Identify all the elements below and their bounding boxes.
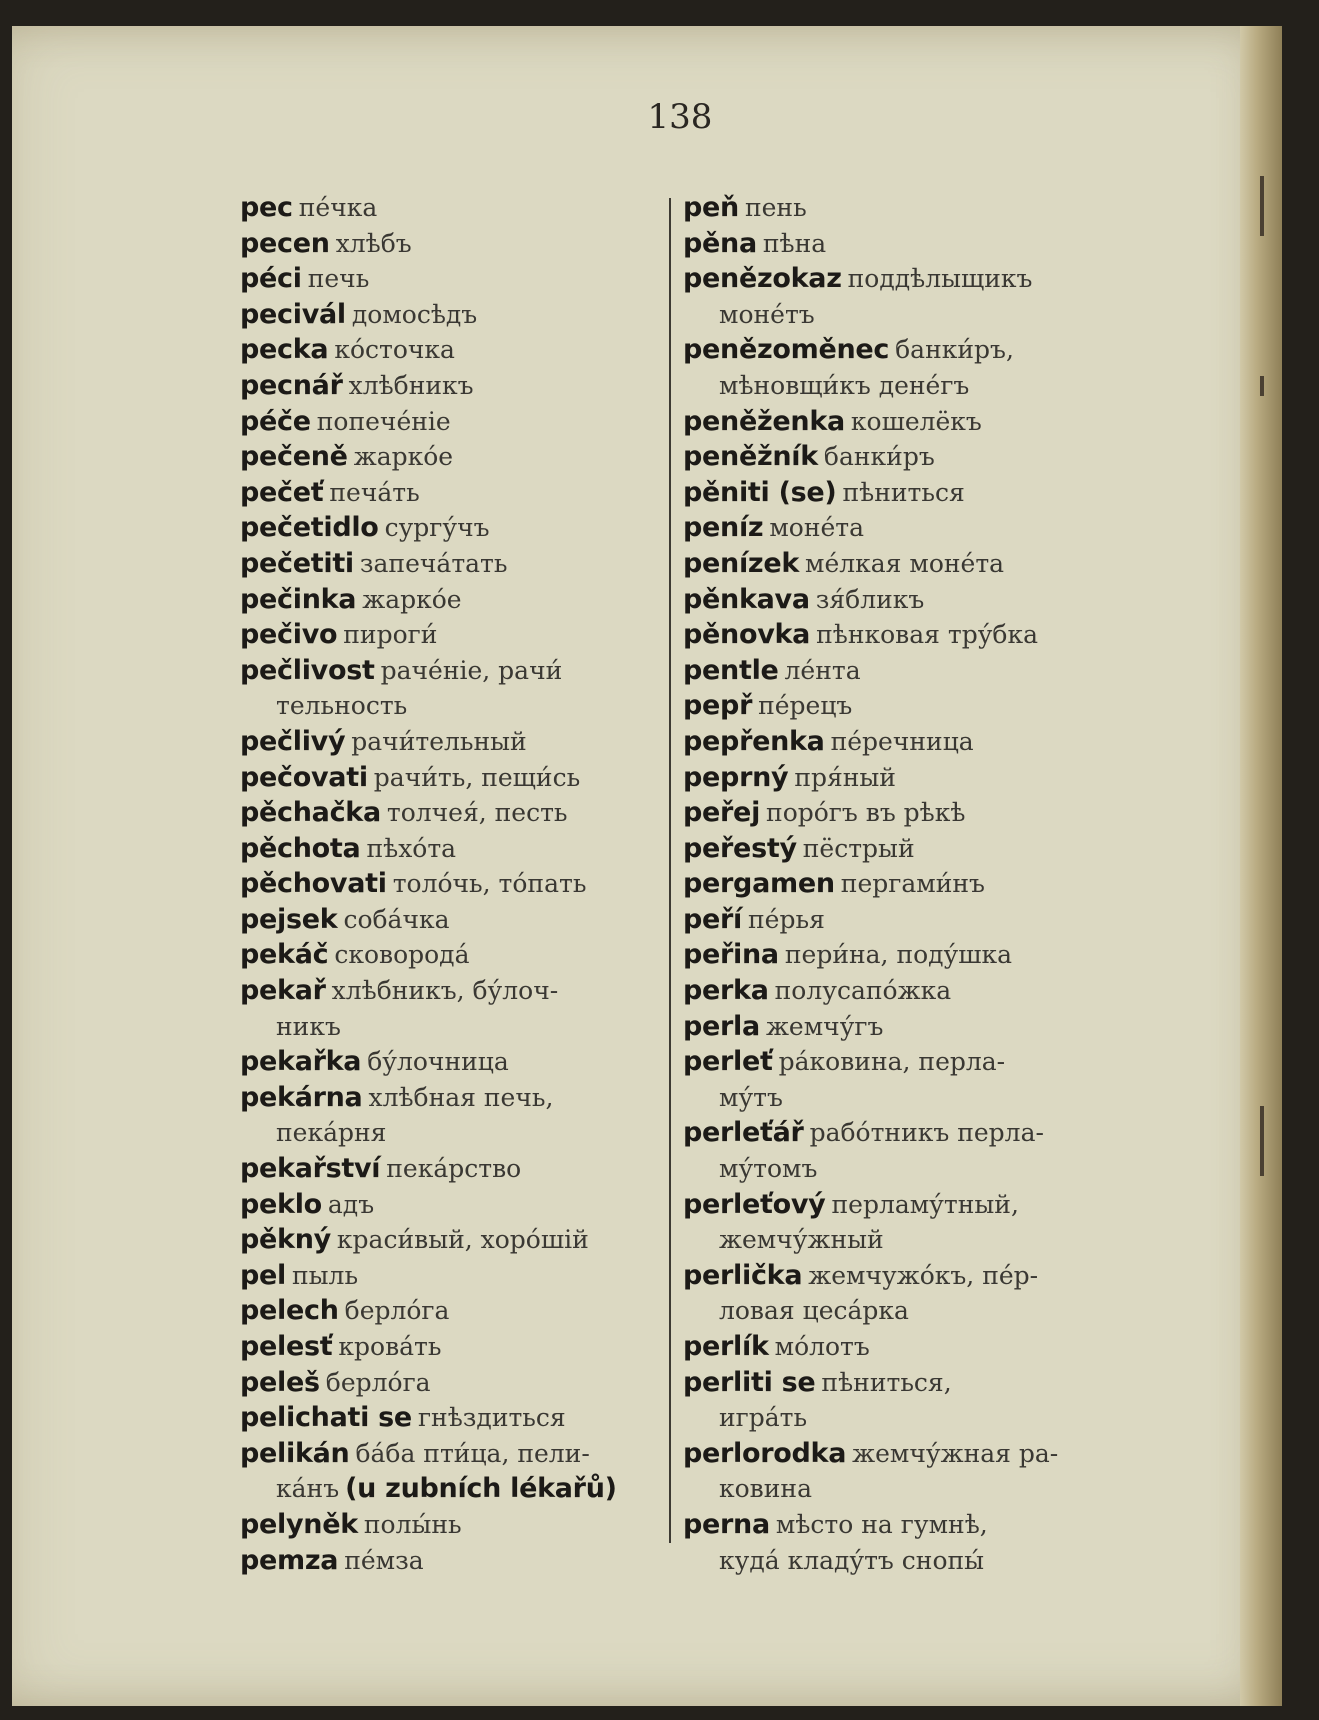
entry-headword: peněžník <box>683 441 818 473</box>
entry-translation: банки́ръ, <box>895 335 1014 365</box>
dictionary-entry <box>683 1365 1113 1436</box>
dictionary-entry <box>683 937 1113 973</box>
dictionary-entry <box>240 297 660 333</box>
dictionary-entry <box>240 1222 660 1258</box>
entry-translation: печь <box>307 264 370 294</box>
dictionary-entry <box>683 760 1113 796</box>
entry-continuation <box>683 1400 1113 1436</box>
entry-translation: полы́нь <box>363 1509 462 1539</box>
dictionary-entry <box>240 724 660 760</box>
dictionary-entry <box>683 1507 1113 1578</box>
dictionary-entry <box>683 1009 1113 1045</box>
entry-translation: жемчу́жная ра- <box>852 1438 1059 1468</box>
dictionary-entry <box>240 1543 660 1579</box>
gutter-mark <box>1260 176 1264 236</box>
entry-translation: запеча́тать <box>359 548 508 578</box>
entry-translation: пѣна <box>762 228 827 258</box>
entry-translation: пѣхо́та <box>366 833 457 863</box>
entry-headword: peprný <box>683 761 789 793</box>
entry-translation: хлѣбная печь, <box>368 1082 554 1112</box>
entry-translation: домосѣдъ <box>351 299 478 329</box>
entry-translation: краси́вый, хоро́шій <box>336 1225 589 1255</box>
dictionary-entry <box>683 261 1113 332</box>
entry-translation: рачи́тельный <box>351 726 527 756</box>
entry-translation: кошелёкъ <box>850 406 982 436</box>
entry-translation: попече́ніе <box>316 406 451 436</box>
continuation-text: ловая цеса́рка <box>719 1296 909 1326</box>
dictionary-entry <box>683 724 1113 760</box>
entry-headword: pečlivý <box>240 725 346 757</box>
dictionary-entry <box>240 831 660 867</box>
entry-headword: pecen <box>240 227 330 259</box>
entry-translation: пергами́нъ <box>840 869 985 899</box>
entry-headword: pelesť <box>240 1331 333 1362</box>
page-number: 138 <box>647 97 713 137</box>
entry-translation: берло́га <box>325 1367 431 1397</box>
dictionary-entry <box>683 795 1113 831</box>
entry-continuation <box>240 1115 660 1151</box>
entry-continuation <box>240 1471 660 1507</box>
entry-translation: берло́га <box>344 1296 450 1326</box>
entry-headword: pěchačka <box>240 797 381 829</box>
entry-headword: peří <box>683 903 743 935</box>
dictionary-entry <box>240 1044 660 1080</box>
continuation-text: пека́рня <box>276 1118 387 1148</box>
dictionary-entry <box>683 582 1113 618</box>
entry-translation: мѣсто на гумнѣ, <box>775 1509 988 1539</box>
entry-continuation <box>683 1293 1113 1329</box>
entry-headword: pekař <box>240 975 326 1007</box>
entry-translation: ко́сточка <box>334 335 455 365</box>
dictionary-entry <box>240 190 660 226</box>
entry-translation: моне́та <box>769 513 865 543</box>
entry-headword: pečetiti <box>240 547 354 579</box>
dictionary-entry <box>240 582 660 618</box>
entry-headword: pel <box>240 1259 286 1291</box>
entry-headword: pekárna <box>240 1081 363 1113</box>
dictionary-entry <box>683 510 1113 546</box>
entry-headword: peníz <box>683 512 764 544</box>
entry-translation: печа́ть <box>329 477 420 507</box>
entry-headword: pelichati se <box>240 1402 412 1434</box>
dictionary-entry <box>240 1365 660 1401</box>
dictionary-entry <box>240 866 660 902</box>
entry-translation: сургу́чъ <box>384 513 490 543</box>
continuation-text: ковина <box>719 1474 812 1504</box>
entry-translation: пѣнковая тру́бка <box>816 620 1038 650</box>
entry-translation: зя́бликъ <box>815 584 925 614</box>
entry-translation: пе́мза <box>344 1545 424 1575</box>
entry-translation: раче́ніе, рачи́ <box>380 655 563 685</box>
dictionary-entry <box>683 226 1113 262</box>
entry-headword: pěniti (se) <box>683 476 837 508</box>
entry-headword: peklo <box>240 1188 322 1220</box>
dictionary-entry <box>683 973 1113 1009</box>
dictionary-entry <box>683 1436 1113 1507</box>
dictionary-entry <box>240 760 660 796</box>
dictionary-entry <box>240 1080 660 1151</box>
entry-headword: peleš <box>240 1366 320 1398</box>
dictionary-entry <box>683 688 1113 724</box>
entry-headword: penízek <box>683 547 799 579</box>
entry-translation: гнѣздиться <box>417 1403 566 1433</box>
entry-headword: pelech <box>240 1295 339 1327</box>
dictionary-entry <box>240 1258 660 1294</box>
entry-translation: ле́нта <box>784 655 861 685</box>
entry-headword: perleťový <box>683 1188 826 1220</box>
entry-translation: толо́чь, то́пать <box>392 869 587 899</box>
dictionary-entry <box>683 831 1113 867</box>
entry-headword: pelikán <box>240 1437 350 1469</box>
entry-continuation <box>240 1009 660 1045</box>
dictionary-entry <box>240 653 660 724</box>
dictionary-entry <box>683 439 1113 475</box>
entry-headword: pečivo <box>240 619 338 651</box>
entry-headword: pekařství <box>240 1153 381 1185</box>
entry-headword: pěnkava <box>683 583 810 615</box>
entry-translation: пря́ный <box>794 762 896 792</box>
entry-translation: толчея́, песть <box>386 798 568 828</box>
entry-continuation <box>683 1543 1113 1579</box>
dictionary-entry <box>240 439 660 475</box>
entry-headword: pečetidlo <box>240 512 379 544</box>
entry-headword: peřina <box>683 939 779 971</box>
entry-headword: pejsek <box>240 903 338 935</box>
dictionary-entry <box>240 226 660 262</box>
dictionary-entry <box>240 1151 660 1187</box>
entry-translation: пе́чка <box>298 193 378 222</box>
continuation-text: му́томъ <box>719 1154 818 1184</box>
entry-headword: péče <box>240 405 311 437</box>
entry-headword: pepřenka <box>683 725 825 757</box>
continuation-text: мѣновщи́къ дене́гъ <box>719 370 970 400</box>
entry-headword: pečovati <box>240 761 368 793</box>
entry-headword: pecivál <box>240 298 346 330</box>
entry-headword: pecka <box>240 334 329 366</box>
entry-headword: peřej <box>683 797 761 829</box>
entry-continuation <box>683 1471 1113 1507</box>
entry-headword: perla <box>683 1010 760 1042</box>
entry-headword: pečinka <box>240 583 357 615</box>
column-divider <box>669 198 671 1543</box>
entry-translation: пека́рство <box>386 1154 522 1184</box>
gutter-mark <box>1260 1106 1264 1176</box>
page-gutter <box>1240 26 1282 1706</box>
dictionary-entry <box>240 902 660 938</box>
entry-headword: peřestý <box>683 832 797 864</box>
dictionary-entry <box>683 475 1113 511</box>
dictionary-entry <box>240 1187 660 1223</box>
continuation-text: никъ <box>276 1011 341 1041</box>
entry-translation: пироги́ <box>343 620 438 650</box>
dictionary-entry <box>240 795 660 831</box>
entry-note: (u zubních lékařů) <box>345 1473 617 1505</box>
entry-translation: жарко́е <box>362 584 462 614</box>
entry-headword: perleťář <box>683 1117 804 1149</box>
entry-translation: пѣниться <box>842 477 965 507</box>
entry-translation: соба́чка <box>343 904 450 934</box>
entry-headword: perka <box>683 975 769 1007</box>
entry-translation: пе́рецъ <box>758 691 853 721</box>
dictionary-entry <box>683 404 1113 440</box>
dictionary-entry <box>240 1293 660 1329</box>
continuation-text: жемчу́жный <box>719 1225 884 1255</box>
entry-translation: бу́лочница <box>367 1047 509 1077</box>
entry-translation: пе́речница <box>830 726 974 756</box>
entry-continuation <box>240 688 660 724</box>
dictionary-entry <box>240 937 660 973</box>
entry-headword: pemza <box>240 1544 339 1576</box>
entry-translation: жемчужо́къ, пе́р- <box>808 1260 1039 1290</box>
entry-headword: penězoměnec <box>683 334 890 366</box>
entry-headword: pecnář <box>240 369 343 401</box>
right-column <box>683 190 1113 1578</box>
dictionary-entry <box>240 1436 660 1507</box>
entry-translation: адъ <box>327 1189 375 1219</box>
dictionary-entry <box>240 1329 660 1365</box>
entry-headword: pepř <box>683 690 753 722</box>
entry-continuation <box>683 297 1113 333</box>
entry-headword: pěna <box>683 227 757 259</box>
dictionary-entry <box>683 1187 1113 1258</box>
entry-translation: ра́ковина, перла- <box>778 1047 1006 1077</box>
dictionary-entry <box>683 653 1113 689</box>
entry-continuation <box>683 1222 1113 1258</box>
entry-headword: pelyněk <box>240 1508 358 1540</box>
dictionary-entry <box>683 1258 1113 1329</box>
entry-translation: хлѣбникъ <box>348 370 474 400</box>
continuation-text: игра́ть <box>719 1403 808 1433</box>
entry-continuation <box>683 1080 1113 1116</box>
entry-headword: penězokaz <box>683 263 842 295</box>
entry-headword: perlík <box>683 1331 769 1362</box>
entry-translation: пень <box>744 193 807 222</box>
entry-translation: ба́ба пти́ца, пели- <box>355 1438 590 1468</box>
entry-translation: перламу́тный, <box>831 1189 1019 1219</box>
dictionary-entry <box>240 475 660 511</box>
entry-headword: perna <box>683 1508 770 1540</box>
entry-translation: сковорода́ <box>334 940 470 970</box>
entry-translation: рачи́ть, пещи́сь <box>373 762 581 792</box>
entry-translation: рабо́тникъ перла- <box>809 1118 1044 1148</box>
dictionary-entry <box>240 617 660 653</box>
dictionary-entry <box>683 1329 1113 1365</box>
dictionary-entry <box>240 261 660 297</box>
entry-headword: perlorodka <box>683 1437 847 1469</box>
entry-translation: полусапо́жка <box>774 976 952 1006</box>
entry-headword: pěnovka <box>683 619 811 651</box>
dictionary-entry <box>240 404 660 440</box>
dictionary-entry <box>683 866 1113 902</box>
entry-headword: pec <box>240 192 293 223</box>
entry-headword: pěkný <box>240 1224 331 1256</box>
left-column <box>240 190 660 1578</box>
dictionary-entry <box>240 546 660 582</box>
entry-headword: peněženka <box>683 405 845 437</box>
entry-headword: péci <box>240 263 302 295</box>
dictionary-entry <box>683 190 1113 226</box>
entry-translation: жарко́е <box>353 442 454 472</box>
entry-headword: peň <box>683 192 739 223</box>
dictionary-entry <box>240 332 660 368</box>
dictionary-entry <box>683 546 1113 582</box>
entry-translation: хлѣбникъ, бу́лоч- <box>331 976 559 1006</box>
entry-headword: pečlivost <box>240 654 375 686</box>
entry-headword: pekáč <box>240 939 329 971</box>
entry-translation: крова́ть <box>338 1332 442 1361</box>
dictionary-entry <box>683 617 1113 653</box>
entry-translation: пѣниться, <box>821 1367 952 1397</box>
continuation-text: му́тъ <box>719 1082 783 1112</box>
entry-translation: пери́на, поду́шка <box>784 940 1013 970</box>
entry-headword: pentle <box>683 654 779 686</box>
entry-continuation <box>683 368 1113 404</box>
entry-continuation <box>683 1151 1113 1187</box>
entry-translation: хлѣбъ <box>335 228 412 258</box>
entry-translation: пе́рья <box>748 904 825 934</box>
entry-headword: pekařka <box>240 1046 362 1078</box>
entry-headword: perleť <box>683 1046 773 1078</box>
entry-headword: pečeně <box>240 441 348 473</box>
continuation-text: ка́нъ <box>276 1474 340 1504</box>
entry-headword: perlička <box>683 1259 803 1291</box>
entry-translation: пыль <box>292 1260 359 1290</box>
entry-translation: поро́гъ въ рѣкѣ <box>766 798 966 828</box>
continuation-text: тельность <box>276 691 408 721</box>
entry-translation: пёстрый <box>802 833 915 863</box>
dictionary-entry <box>240 973 660 1044</box>
dictionary-entry <box>683 902 1113 938</box>
dictionary-entry <box>240 1400 660 1436</box>
entry-headword: perliti se <box>683 1366 816 1398</box>
gutter-mark <box>1260 376 1264 396</box>
entry-headword: pergamen <box>683 868 835 900</box>
continuation-text: куда́ кладу́тъ снопы́ <box>719 1545 985 1575</box>
dictionary-entry <box>683 332 1113 403</box>
dictionary-entry <box>240 510 660 546</box>
entry-headword: pěchovati <box>240 868 387 900</box>
dictionary-entry <box>683 1044 1113 1115</box>
entry-translation: жемчу́гъ <box>765 1011 884 1041</box>
dictionary-entry <box>240 368 660 404</box>
entry-translation: ме́лкая моне́та <box>805 548 1005 578</box>
entry-translation: мо́лотъ <box>774 1332 870 1361</box>
entry-translation: поддѣлыщикъ <box>847 264 1033 294</box>
entry-translation: банки́ръ <box>823 442 935 472</box>
entry-headword: pečeť <box>240 476 324 508</box>
dictionary-entry <box>683 1115 1113 1186</box>
entry-headword: pěchota <box>240 832 361 864</box>
continuation-text: моне́тъ <box>719 299 815 329</box>
dictionary-entry <box>240 1507 660 1543</box>
